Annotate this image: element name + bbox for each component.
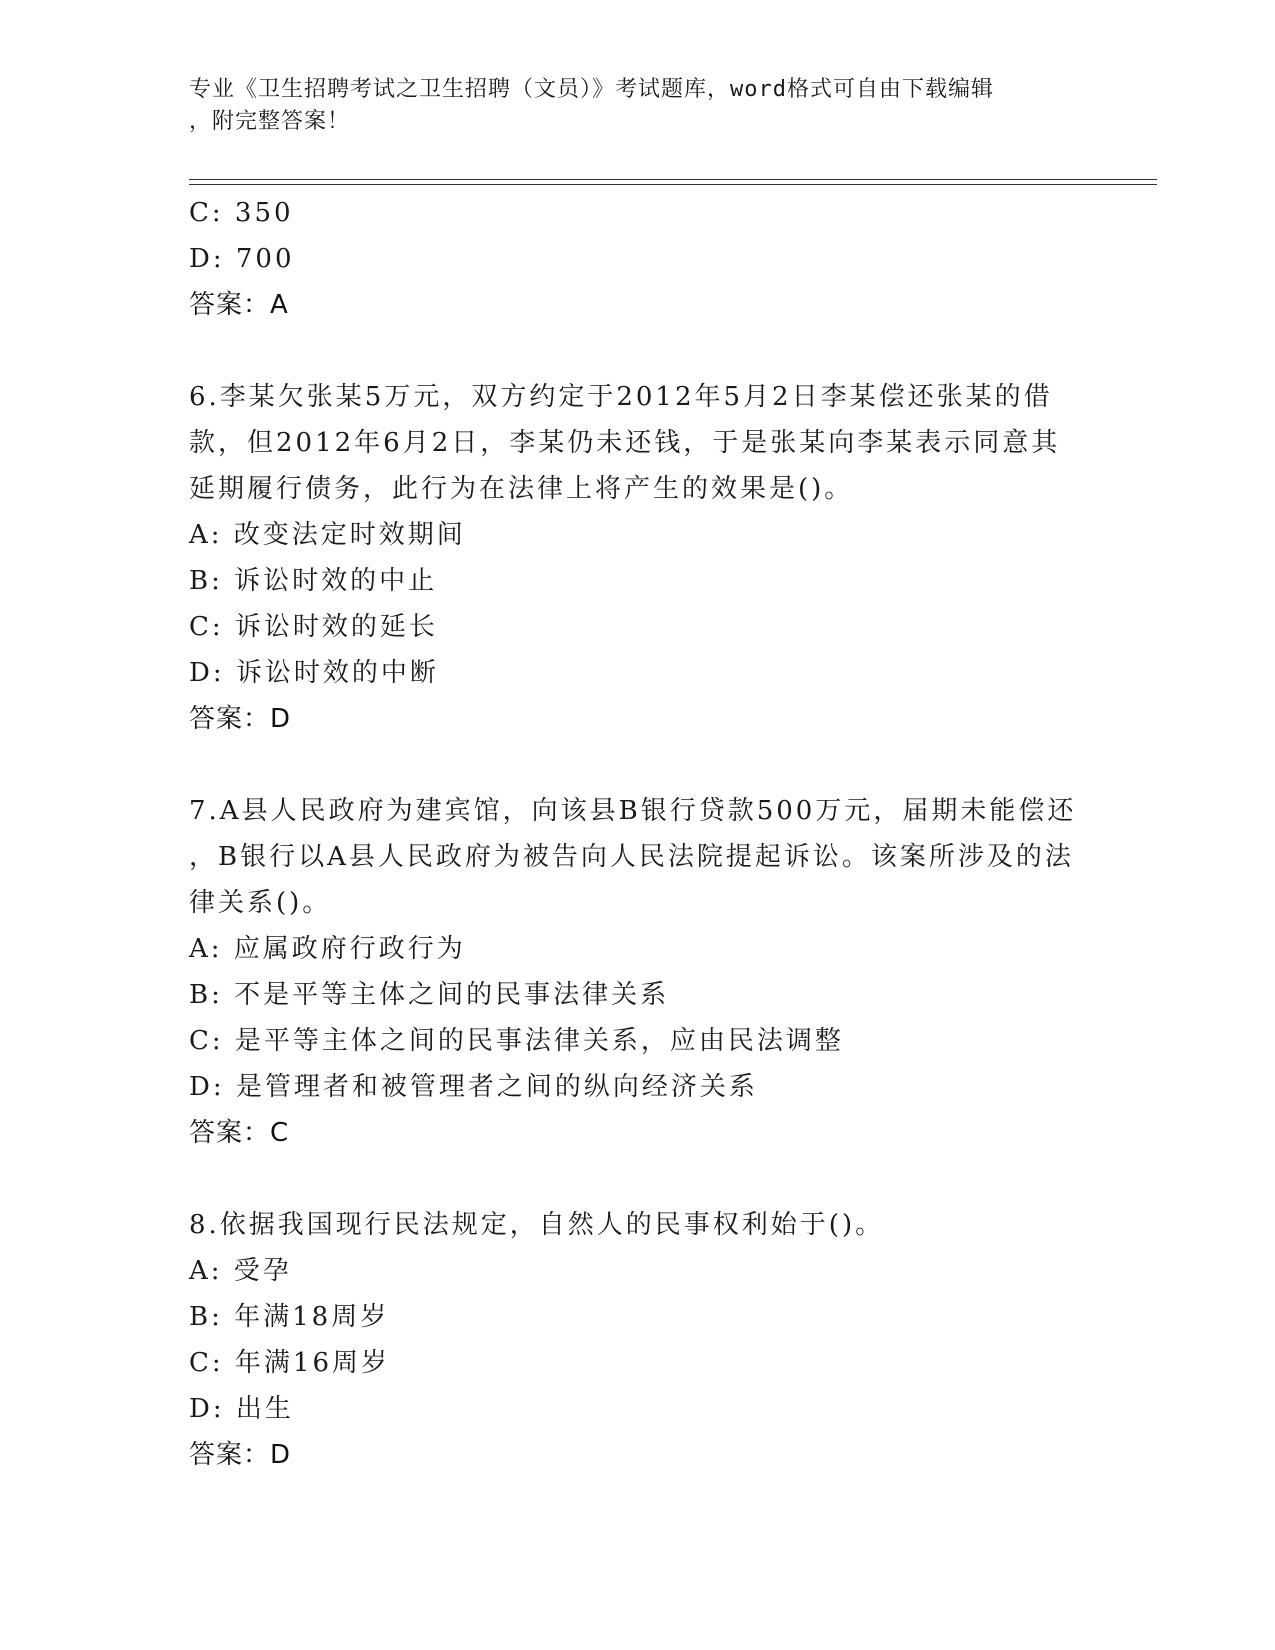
question-block-partial xyxy=(189,190,1089,328)
header-line-2: ，附完整答案！ xyxy=(189,109,351,134)
spacer xyxy=(189,1156,1089,1202)
question-text-line: 6.李某欠张某5万元，双方约定于2012年5月2日李某偿还张某的借 xyxy=(189,382,1053,412)
spacer xyxy=(189,328,1089,374)
question-text-line: 8.依据我国现行民法规定，自然人的民事权利始于()。 xyxy=(189,1210,885,1240)
option-a: A: 受孕 xyxy=(189,1256,292,1286)
question-block-8 xyxy=(189,1202,1089,1478)
option-a: A: 改变法定时效期间 xyxy=(189,520,466,550)
answer-line: 答案：C xyxy=(189,1118,290,1148)
header-divider-bottom xyxy=(189,184,1157,185)
question-list xyxy=(189,190,1089,1478)
answer-line: 答案：D xyxy=(189,704,292,734)
option-c: C: 年满16周岁 xyxy=(189,1348,391,1378)
option-c: C: 是平等主体之间的民事法律关系，应由民法调整 xyxy=(189,1026,844,1056)
option-c: C: 350 xyxy=(189,198,294,228)
spacer xyxy=(189,742,1089,788)
answer-line: 答案：D xyxy=(189,1440,292,1470)
option-b: B: 诉讼时效的中止 xyxy=(189,566,438,596)
option-b: B: 不是平等主体之间的民事法律关系 xyxy=(189,980,670,1010)
option-c: C: 诉讼时效的延长 xyxy=(189,612,438,642)
question-text-line: 延期履行债务，此行为在法律上将产生的效果是()。 xyxy=(189,474,854,504)
header-line-1: 专业《卫生招聘考试之卫生招聘（文员）》考试题库，word格式可自由下载编辑 xyxy=(189,77,994,102)
question-block-6 xyxy=(189,374,1089,742)
question-text-line: 律关系()。 xyxy=(189,888,332,918)
question-text-line: 款，但2012年6月2日，李某仍未还钱，于是张某向李某表示同意其 xyxy=(189,428,1061,458)
header-divider-top xyxy=(189,179,1157,180)
question-block-7 xyxy=(189,788,1089,1156)
document-header xyxy=(189,74,1089,138)
question-text-line: 7.A县人民政府为建宾馆，向该县B银行贷款500万元，届期未能偿还 xyxy=(189,796,1077,826)
question-text-line: ，B银行以A县人民政府为被告向人民法院提起诉讼。该案所涉及的法 xyxy=(189,842,1074,872)
option-d: D: 是管理者和被管理者之间的纵向经济关系 xyxy=(189,1072,758,1102)
option-d: D: 700 xyxy=(189,244,295,274)
option-b: B: 年满18周岁 xyxy=(189,1302,390,1332)
option-a: A: 应属政府行政行为 xyxy=(189,934,466,964)
option-d: D: 出生 xyxy=(189,1394,294,1424)
option-d: D: 诉讼时效的中断 xyxy=(189,658,439,688)
answer-line: 答案：A xyxy=(189,290,289,320)
